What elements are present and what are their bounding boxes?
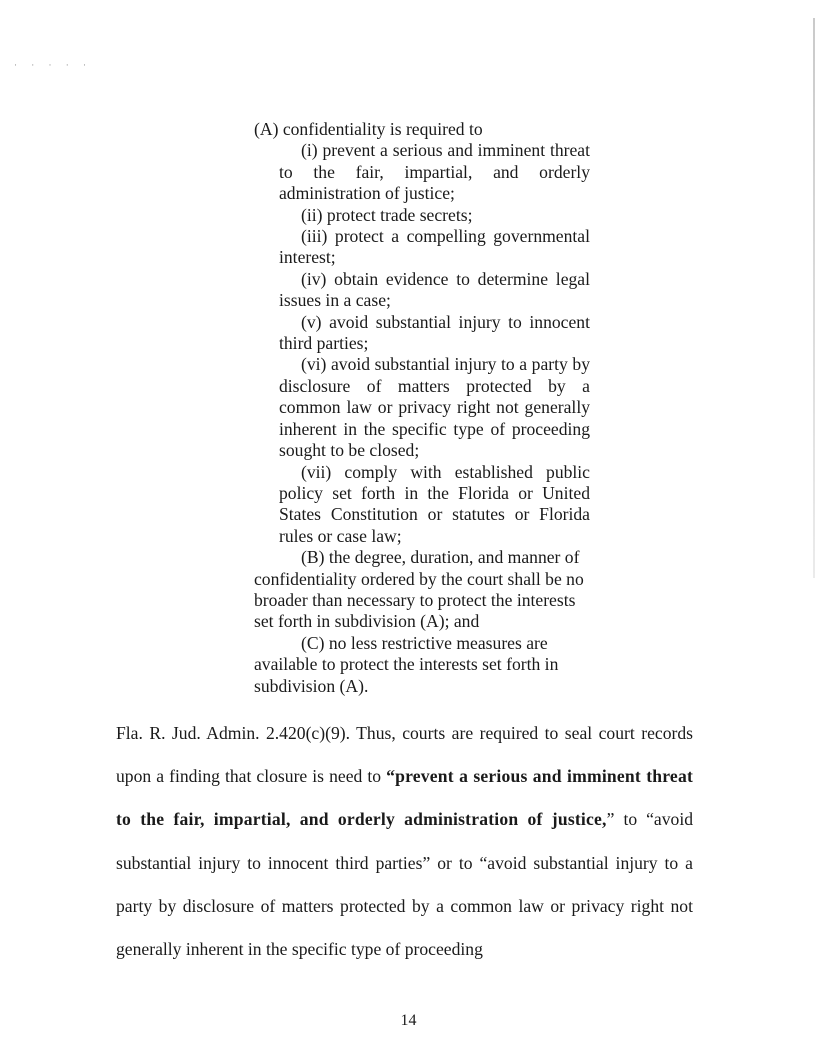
quote-line-c: (C) no less restrictive measures are available to protect the interests set forth in subdivision (A). — [254, 632, 559, 696]
quote-line-v: (v) avoid substantial injury to innocent third parties; — [279, 311, 590, 354]
quoted-rule-block — [254, 119, 590, 697]
body-text — [116, 712, 693, 971]
quote-line-iv: (iv) obtain evidence to determine legal issues in a case; — [279, 268, 590, 311]
quote-line-iii: (iii) protect a compelling governmental interest; — [279, 226, 590, 268]
quote-line-a: (A) confidentiality is required to — [254, 119, 483, 139]
body-segment-rest: ” to “avoid substantial injury to innocent third parties” or to “avoid substantial injury to a party by disclosure of matters protected by a common law or privacy right not generally inherent in the specific type of proceeding — [116, 809, 694, 960]
page-number: 14 — [400, 1012, 417, 1029]
body-paragraph — [116, 712, 693, 971]
quote-line-vii: (vii) comply with established public policy set forth in the Florida or United States Constitution or statutes or Florida rules or case law; — [279, 461, 590, 546]
quote-line-b: (B) the degree, duration, and manner of confidentiality ordered by the court shall be no broader than necessary to protect the interests set forth in subdivision (A); and — [254, 547, 584, 632]
body-segment-emphasis: “prevent a serious and imminent threat to the fair, impartial, and orderly administration of justice, — [116, 766, 694, 830]
quote-line-i: (i) prevent a serious and imminent threat to the fair, impartial, and orderly administration of justice; — [279, 140, 590, 204]
body-segment-intro: Fla. R. Jud. Admin. 2.420(c)(9). Thus, courts are required to seal court records upon a finding that closure is need to — [116, 723, 693, 787]
scan-edge-shadow — [813, 18, 815, 578]
scan-specks: · · · · · — [14, 60, 92, 70]
quote-line-vi: (vi) avoid substantial injury to a party by disclosure of matters protected by a common law or privacy right not generally inherent in the specific type of proceeding sought to be closed; — [279, 354, 590, 461]
quote-line-ii: (ii) protect trade secrets; — [301, 204, 473, 225]
